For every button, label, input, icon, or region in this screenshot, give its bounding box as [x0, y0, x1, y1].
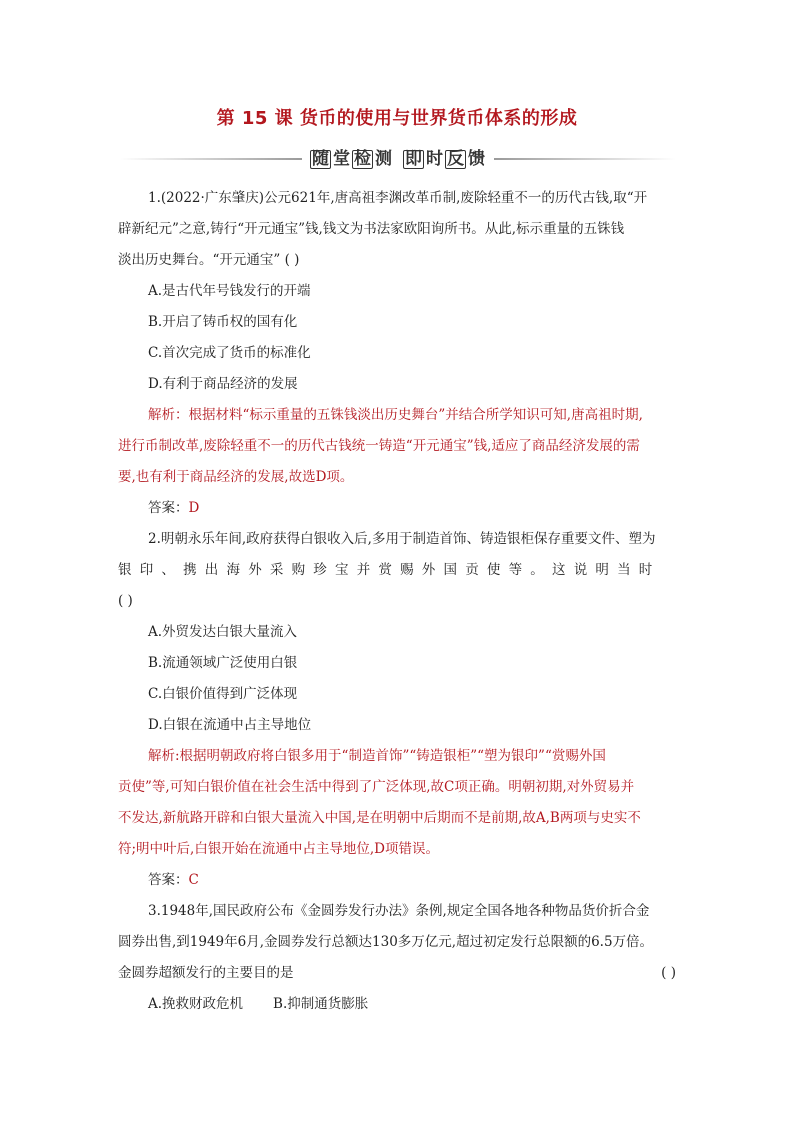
banner-heading — [310, 147, 486, 171]
answer-line — [148, 493, 678, 524]
question-stem-line: 3.1948年,国民政府公布《金圆券发行办法》条例,规定全国各地各种物品货价折合金 — [148, 903, 650, 919]
answer-label: 答案： — [148, 500, 189, 516]
analysis-line: 要,也有利于商品经济的发展,故选D项。 — [118, 469, 354, 485]
question-stem-line: 辟新纪元”之意,铸行“开元通宝”钱,钱文为书法家欧阳询所书。从此,标示重量的五铢钱 — [118, 221, 625, 237]
banner-char: 检 — [354, 148, 371, 169]
answer-paren: ( ) — [118, 593, 133, 609]
option-d: D.白银在流通中占主导地位 — [148, 717, 312, 733]
question-stem-line: 银印、携出海外采购珍宝并赏赐外国贡使等。这说明当时 — [118, 562, 661, 578]
question-stem-line: 1.(2022·广东肇庆)公元621年,唐高祖李渊改革币制,废除轻重不一的历代古钱,取“开 — [148, 190, 648, 206]
banner-char: 反 — [447, 148, 464, 169]
option-a: A.挽救财政危机 — [148, 996, 244, 1012]
question-stem-line: 圆券出售,到1949年6月,金圆券发行总额达130多万亿元,超过初定发行总限额的6.5万倍。 — [118, 934, 654, 950]
option-a: A.外贸发达白银大量流入 — [148, 624, 298, 640]
analysis-line: 解析：根据材料“标示重量的五铢钱淡出历史舞台”并结合所学知识可知,唐高祖时期, — [148, 407, 643, 423]
question-stem-line: 淡出历史舞台。“开元通宝” ( ) — [118, 252, 300, 268]
question-3 — [118, 896, 678, 1020]
question-1 — [118, 183, 678, 524]
banner-char: 测 — [375, 149, 392, 169]
banner-char: 时 — [426, 149, 443, 169]
answer-value: C — [188, 872, 199, 888]
answer-label: 答案： — [148, 872, 189, 888]
section-banner — [120, 147, 676, 171]
answer-value: D — [188, 500, 200, 516]
analysis-line: 符;明中叶后,白银开始在流通中占主导地位,D项错误。 — [118, 841, 439, 857]
question-list — [118, 183, 678, 1020]
answer-line — [148, 865, 678, 896]
question-stem-text: 金圆券超额发行的主要目的是 — [118, 965, 294, 981]
page-title: 第 15 课 货币的使用与世界货币体系的形成 — [216, 108, 578, 129]
analysis-line: 不发达,新航路开辟和白银大量流入中国,是在明朝中后期而不是前期,故A,B两项与史实不 — [118, 810, 641, 826]
option-d: D.有利于商品经济的发展 — [148, 376, 298, 392]
banner-right-rule — [494, 158, 676, 160]
question-stem-line: 2.明朝永乐年间,政府获得白银收入后,多用于制造首饰、铸造银柜保存重要文件、塑为 — [148, 531, 656, 547]
banner-left-rule — [120, 158, 302, 160]
analysis-line: 贡使”等,可知白银价值在社会生活中得到了广泛体现,故C项正确。明朝初期,对外贸易并 — [118, 779, 635, 795]
option-c: C.首次完成了货币的标准化 — [148, 345, 311, 361]
question-stem-line — [118, 958, 678, 989]
banner-char: 堂 — [333, 149, 350, 169]
option-c: C.白银价值得到广泛体现 — [148, 686, 298, 702]
option-a: A.是古代年号钱发行的开端 — [148, 283, 311, 299]
banner-char: 随 — [312, 148, 329, 169]
banner-char: 即 — [405, 148, 422, 169]
option-b: B.抑制通货膨胀 — [273, 996, 369, 1012]
analysis-line: 解析:根据明朝政府将白银多用于“制造首饰”“铸造银柜”“塑为银印”“赏赐外国 — [148, 748, 606, 764]
question-2 — [118, 524, 678, 896]
analysis-line: 进行币制改革,废除轻重不一的历代古钱统一铸造“开元通宝”钱,适应了商品经济发展的需 — [118, 438, 640, 454]
option-b: B.开启了铸币权的国有化 — [148, 314, 298, 330]
answer-paren: ( ) — [661, 965, 676, 981]
banner-char: 馈 — [468, 149, 485, 169]
option-row — [148, 989, 678, 1020]
option-b: B.流通领域广泛使用白银 — [148, 655, 298, 671]
